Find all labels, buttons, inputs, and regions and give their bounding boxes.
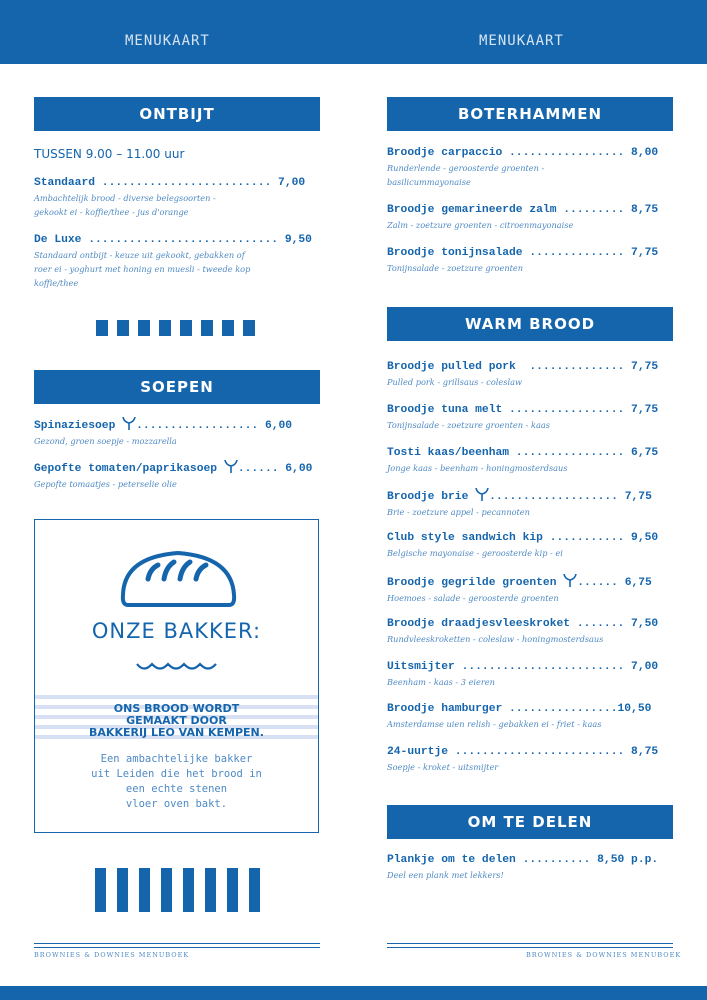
bakker-description	[35, 752, 318, 812]
menu-item-desc: Tonijnsalade - zoetzure groenten - kaas	[387, 420, 550, 430]
menu-item-price: ...... 6,75	[577, 577, 652, 589]
section-header-om-te-delen: OM TE DELEN	[387, 805, 673, 839]
bakker-highlight	[35, 703, 318, 739]
section-header-warm-brood: WARM BROOD	[387, 307, 673, 341]
menu-item-desc: Standaard ontbijt - keuze uit gekookt, gebakken of	[34, 250, 245, 260]
menu-item-name: Gepofte tomaten/paprikasoep	[34, 463, 224, 475]
menu-item-desc: Rundvleeskroketten - coleslaw - honingmosterdsaus	[387, 634, 604, 644]
bakker-text-line: Een ambachtelijke bakker	[100, 753, 253, 765]
menu-item	[387, 745, 658, 774]
menu-item	[34, 233, 312, 290]
bottom-bar	[0, 986, 707, 1000]
bakker-title: ONZE BAKKER:	[91, 619, 262, 643]
menu-item-line: Tosti kaas/beenham ................ 6,75	[387, 447, 659, 459]
bakker-box	[34, 519, 319, 833]
menu-item-price: .................. 6,00	[136, 420, 293, 432]
menu-item-desc: Pulled pork - grillsaus - coleslaw	[387, 377, 522, 387]
menu-item	[387, 203, 658, 232]
menu-item	[387, 617, 658, 646]
menu-item	[387, 853, 658, 882]
menu-item	[387, 360, 658, 389]
menu-item-desc: Belgische mayonaise - geroosterde kip - ei	[387, 548, 563, 558]
bakker-highlight-line: GEMAAKT DOOR	[126, 714, 227, 727]
bakker-highlight-line: BAKKERIJ LEO VAN KEMPEN.	[89, 726, 264, 739]
menu-item-line: Broodje hamburger ................10,50	[387, 703, 652, 715]
menu-item-desc: Gezond, groen soepje - mozzarella	[34, 436, 177, 446]
menu-item-line: Broodje pulled pork .............. 7,75	[387, 361, 659, 373]
page-title-left: MENUKAART	[125, 33, 210, 49]
menu-item-desc: Gepofte tomaatjes - peterselie olie	[34, 479, 177, 489]
menu-item-desc: Hoemoes - salade - geroosterde groenten	[387, 593, 559, 603]
menu-item	[387, 574, 652, 605]
bakker-text-line: een echte stenen	[125, 783, 228, 795]
menu-item-line: De Luxe ............................ 9,50	[34, 234, 312, 246]
menu-item	[387, 702, 651, 731]
bakker-text-line: vloer oven bakt.	[125, 798, 228, 810]
section-header-soepen: SOEPEN	[34, 370, 320, 404]
footer-rule	[34, 943, 320, 948]
menu-item-desc: gekookt ei - koffie/thee - jus d'orange	[34, 207, 189, 217]
menu-item-desc: koffie/thee	[34, 278, 79, 288]
top-bar	[0, 0, 707, 64]
menu-item	[34, 176, 305, 219]
vegetarian-leaf-icon	[122, 417, 136, 430]
menu-item-desc: Runderlende - geroosterde groenten -	[387, 163, 545, 173]
vegetarian-leaf-icon	[224, 460, 238, 473]
page-title-right: MENUKAART	[479, 33, 564, 49]
decorative-squares	[96, 320, 259, 336]
menu-item	[387, 488, 652, 519]
vegetarian-leaf-icon	[563, 574, 577, 587]
menu-item-line: Club style sandwich kip ........... 9,50	[387, 532, 659, 544]
menu-item-line: Uitsmijter ........................ 7,00	[387, 661, 659, 673]
menu-item-line: Standaard ......................... 7,00	[34, 177, 306, 189]
menu-item-desc: basilicummayonaise	[387, 177, 471, 187]
menu-item-desc: Beenham - kaas - 3 eieren	[387, 677, 495, 687]
menu-item-desc: Zalm - zoetzure groenten - citroenmayonaise	[387, 220, 574, 230]
breakfast-time: TUSSEN 9.00 – 11.00 uur	[34, 147, 185, 161]
menu-item	[387, 146, 658, 189]
bakker-text-line: uit Leiden die het brood in	[91, 768, 262, 780]
menu-item-desc: Ambachtelijk brood - diverse belegsoorten -	[34, 193, 216, 203]
footer-rule	[387, 943, 673, 948]
menu-item-name: Broodje gegrilde groenten	[387, 577, 564, 589]
menu-item	[387, 660, 658, 689]
footer-text-right: BROWNIES & DOWNIES MENUBOEK	[526, 951, 682, 959]
menu-item-desc: roer ei - yoghurt met honing en muesli - tweede kop	[34, 264, 251, 274]
section-header-boterhammen: BOTERHAMMEN	[387, 97, 673, 131]
menu-item	[387, 246, 658, 275]
bakker-highlight-line: ONS BROOD WORDT	[113, 702, 240, 715]
menu-item-line: Broodje tonijnsalade .............. 7,75	[387, 247, 659, 259]
menu-item-name: Broodje brie	[387, 491, 476, 503]
menu-item-desc: Amsterdamse uien relish - gebakken ei - friet - kaas	[387, 719, 602, 729]
menu-item-price: ...... 6,00	[237, 463, 313, 475]
menu-item-line: 24-uurtje ......................... 8,75	[387, 746, 659, 758]
menu-item	[387, 403, 658, 432]
menu-item-desc: Brie - zoetzure appel - pecannoten	[387, 507, 530, 517]
menu-item	[34, 417, 292, 448]
menu-item-line: Broodje draadjesvleeskroket ....... 7,50	[387, 618, 659, 630]
menu-item-line: Broodje carpaccio ................. 8,00	[387, 147, 659, 159]
menu-item-line: Broodje tuna melt ................. 7,75	[387, 404, 659, 416]
waves-icon	[135, 660, 220, 674]
bread-icon	[120, 549, 237, 609]
menu-item-name: Spinaziesoep	[34, 420, 123, 432]
menu-item	[387, 446, 658, 475]
menu-item-desc: Jonge kaas - beenham - honingmosterdsaus	[387, 463, 568, 473]
menu-item-desc: Soepje - kroket - uitsmijter	[387, 762, 499, 772]
menu-item	[387, 531, 658, 560]
footer-text-left: BROWNIES & DOWNIES MENUBOEK	[34, 951, 190, 959]
menu-item-desc: Tonijnsalade - zoetzure groenten	[387, 263, 524, 273]
vegetarian-leaf-icon	[475, 488, 489, 501]
menu-item-price: ................... 7,75	[489, 491, 652, 503]
section-header-ontbijt: ONTBIJT	[34, 97, 320, 131]
menu-item-line: Plankje om te delen .......... 8,50 p.p.	[387, 854, 659, 866]
menu-item-desc: Deel een plank met lekkers!	[387, 870, 504, 880]
menu-item-line: Broodje gemarineerde zalm ......... 8,75	[387, 204, 659, 216]
menu-item	[34, 460, 312, 491]
decorative-bars	[95, 868, 261, 912]
